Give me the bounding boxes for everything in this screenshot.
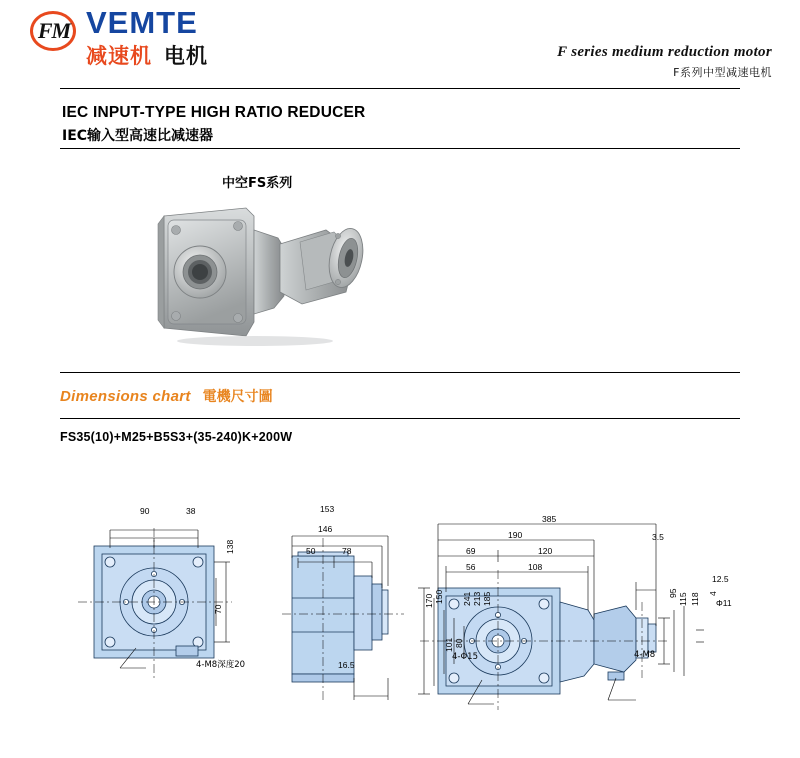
front-view-drawing bbox=[76, 518, 276, 758]
top-dim-95: 95 bbox=[668, 588, 678, 598]
top-dim-120: 120 bbox=[538, 546, 553, 556]
top-dim-118: 118 bbox=[690, 592, 700, 606]
side-view-drawing bbox=[278, 528, 418, 748]
divider-under-title bbox=[60, 148, 740, 149]
top-dim-385: 385 bbox=[542, 514, 557, 524]
divider-below-dimensions-heading bbox=[60, 418, 740, 419]
top-dim-150: 150 bbox=[434, 589, 444, 604]
top-dim-241: 241 bbox=[462, 591, 472, 606]
top-dim-101: 101 bbox=[444, 637, 454, 652]
top-dim-115: 115 bbox=[678, 592, 688, 606]
header-title-cn: F系列中型减速电机 bbox=[673, 66, 772, 79]
section-title bbox=[62, 104, 365, 145]
top-note-4-phi15: 4-Φ15 bbox=[452, 652, 478, 662]
top-dim-185: 185 bbox=[482, 591, 492, 606]
top-dim-12-5: 12.5 bbox=[712, 574, 729, 584]
section-title-en: IEC INPUT-TYPE HIGH RATIO REDUCER bbox=[62, 104, 366, 121]
top-dim-4: 4 bbox=[708, 591, 718, 596]
top-note-4-m8: 4-M8 bbox=[634, 650, 656, 660]
brand-logo-text bbox=[86, 5, 208, 70]
header-series-title bbox=[557, 44, 772, 80]
front-dim-70: 70 bbox=[213, 604, 223, 614]
side-dim-50: 50 bbox=[306, 546, 316, 556]
page-header bbox=[0, 0, 800, 82]
technical-drawings bbox=[0, 456, 800, 702]
top-dim-213: 213 bbox=[472, 591, 482, 606]
front-dim-38: 38 bbox=[186, 506, 196, 516]
logo-initials: FM bbox=[37, 18, 71, 43]
side-dim-153: 153 bbox=[320, 504, 335, 514]
header-title-en: F series medium reduction motor bbox=[557, 44, 772, 60]
brand-logo bbox=[28, 5, 208, 70]
divider-top bbox=[60, 88, 740, 89]
fm-monogram-icon bbox=[28, 8, 80, 54]
top-dim-80: 80 bbox=[454, 638, 464, 648]
brand-cn-primary: 减速机 bbox=[86, 44, 152, 68]
brand-subtitle bbox=[86, 40, 208, 70]
top-dim-phi11: Φ11 bbox=[716, 598, 732, 608]
top-view-drawing bbox=[412, 514, 712, 744]
top-dim-190: 190 bbox=[508, 530, 523, 540]
front-dim-90: 90 bbox=[140, 506, 150, 516]
side-dim-78: 78 bbox=[342, 546, 352, 556]
divider-above-dimensions bbox=[60, 372, 740, 373]
product-photo bbox=[150, 196, 388, 348]
top-dim-56: 56 bbox=[466, 562, 476, 572]
dimensions-heading bbox=[60, 386, 273, 406]
top-dim-170: 170 bbox=[424, 593, 434, 608]
dimensions-heading-cn: 電機尺寸圖 bbox=[202, 389, 273, 405]
side-dim-16-5: 16.5 bbox=[338, 660, 355, 670]
section-title-cn: IEC输入型高速比减速器 bbox=[62, 128, 214, 144]
top-dim-3-5: 3.5 bbox=[652, 532, 664, 542]
product-photo-illustration bbox=[150, 196, 388, 348]
brand-name: VEMTE bbox=[86, 5, 198, 40]
brand-cn-secondary: 电机 bbox=[164, 44, 208, 68]
dimensions-heading-en: Dimensions chart bbox=[60, 388, 191, 405]
top-dim-69: 69 bbox=[466, 546, 476, 556]
series-label: 中空FS系列 bbox=[222, 176, 293, 191]
front-dim-138: 138 bbox=[225, 539, 235, 554]
front-note-4-m8: 4-M8深度20 bbox=[196, 660, 246, 670]
side-dim-146: 146 bbox=[318, 524, 333, 534]
model-code: FS35(10)+M25+B5S3+(35-240)K+200W bbox=[60, 430, 293, 444]
top-dim-108: 108 bbox=[528, 562, 543, 572]
